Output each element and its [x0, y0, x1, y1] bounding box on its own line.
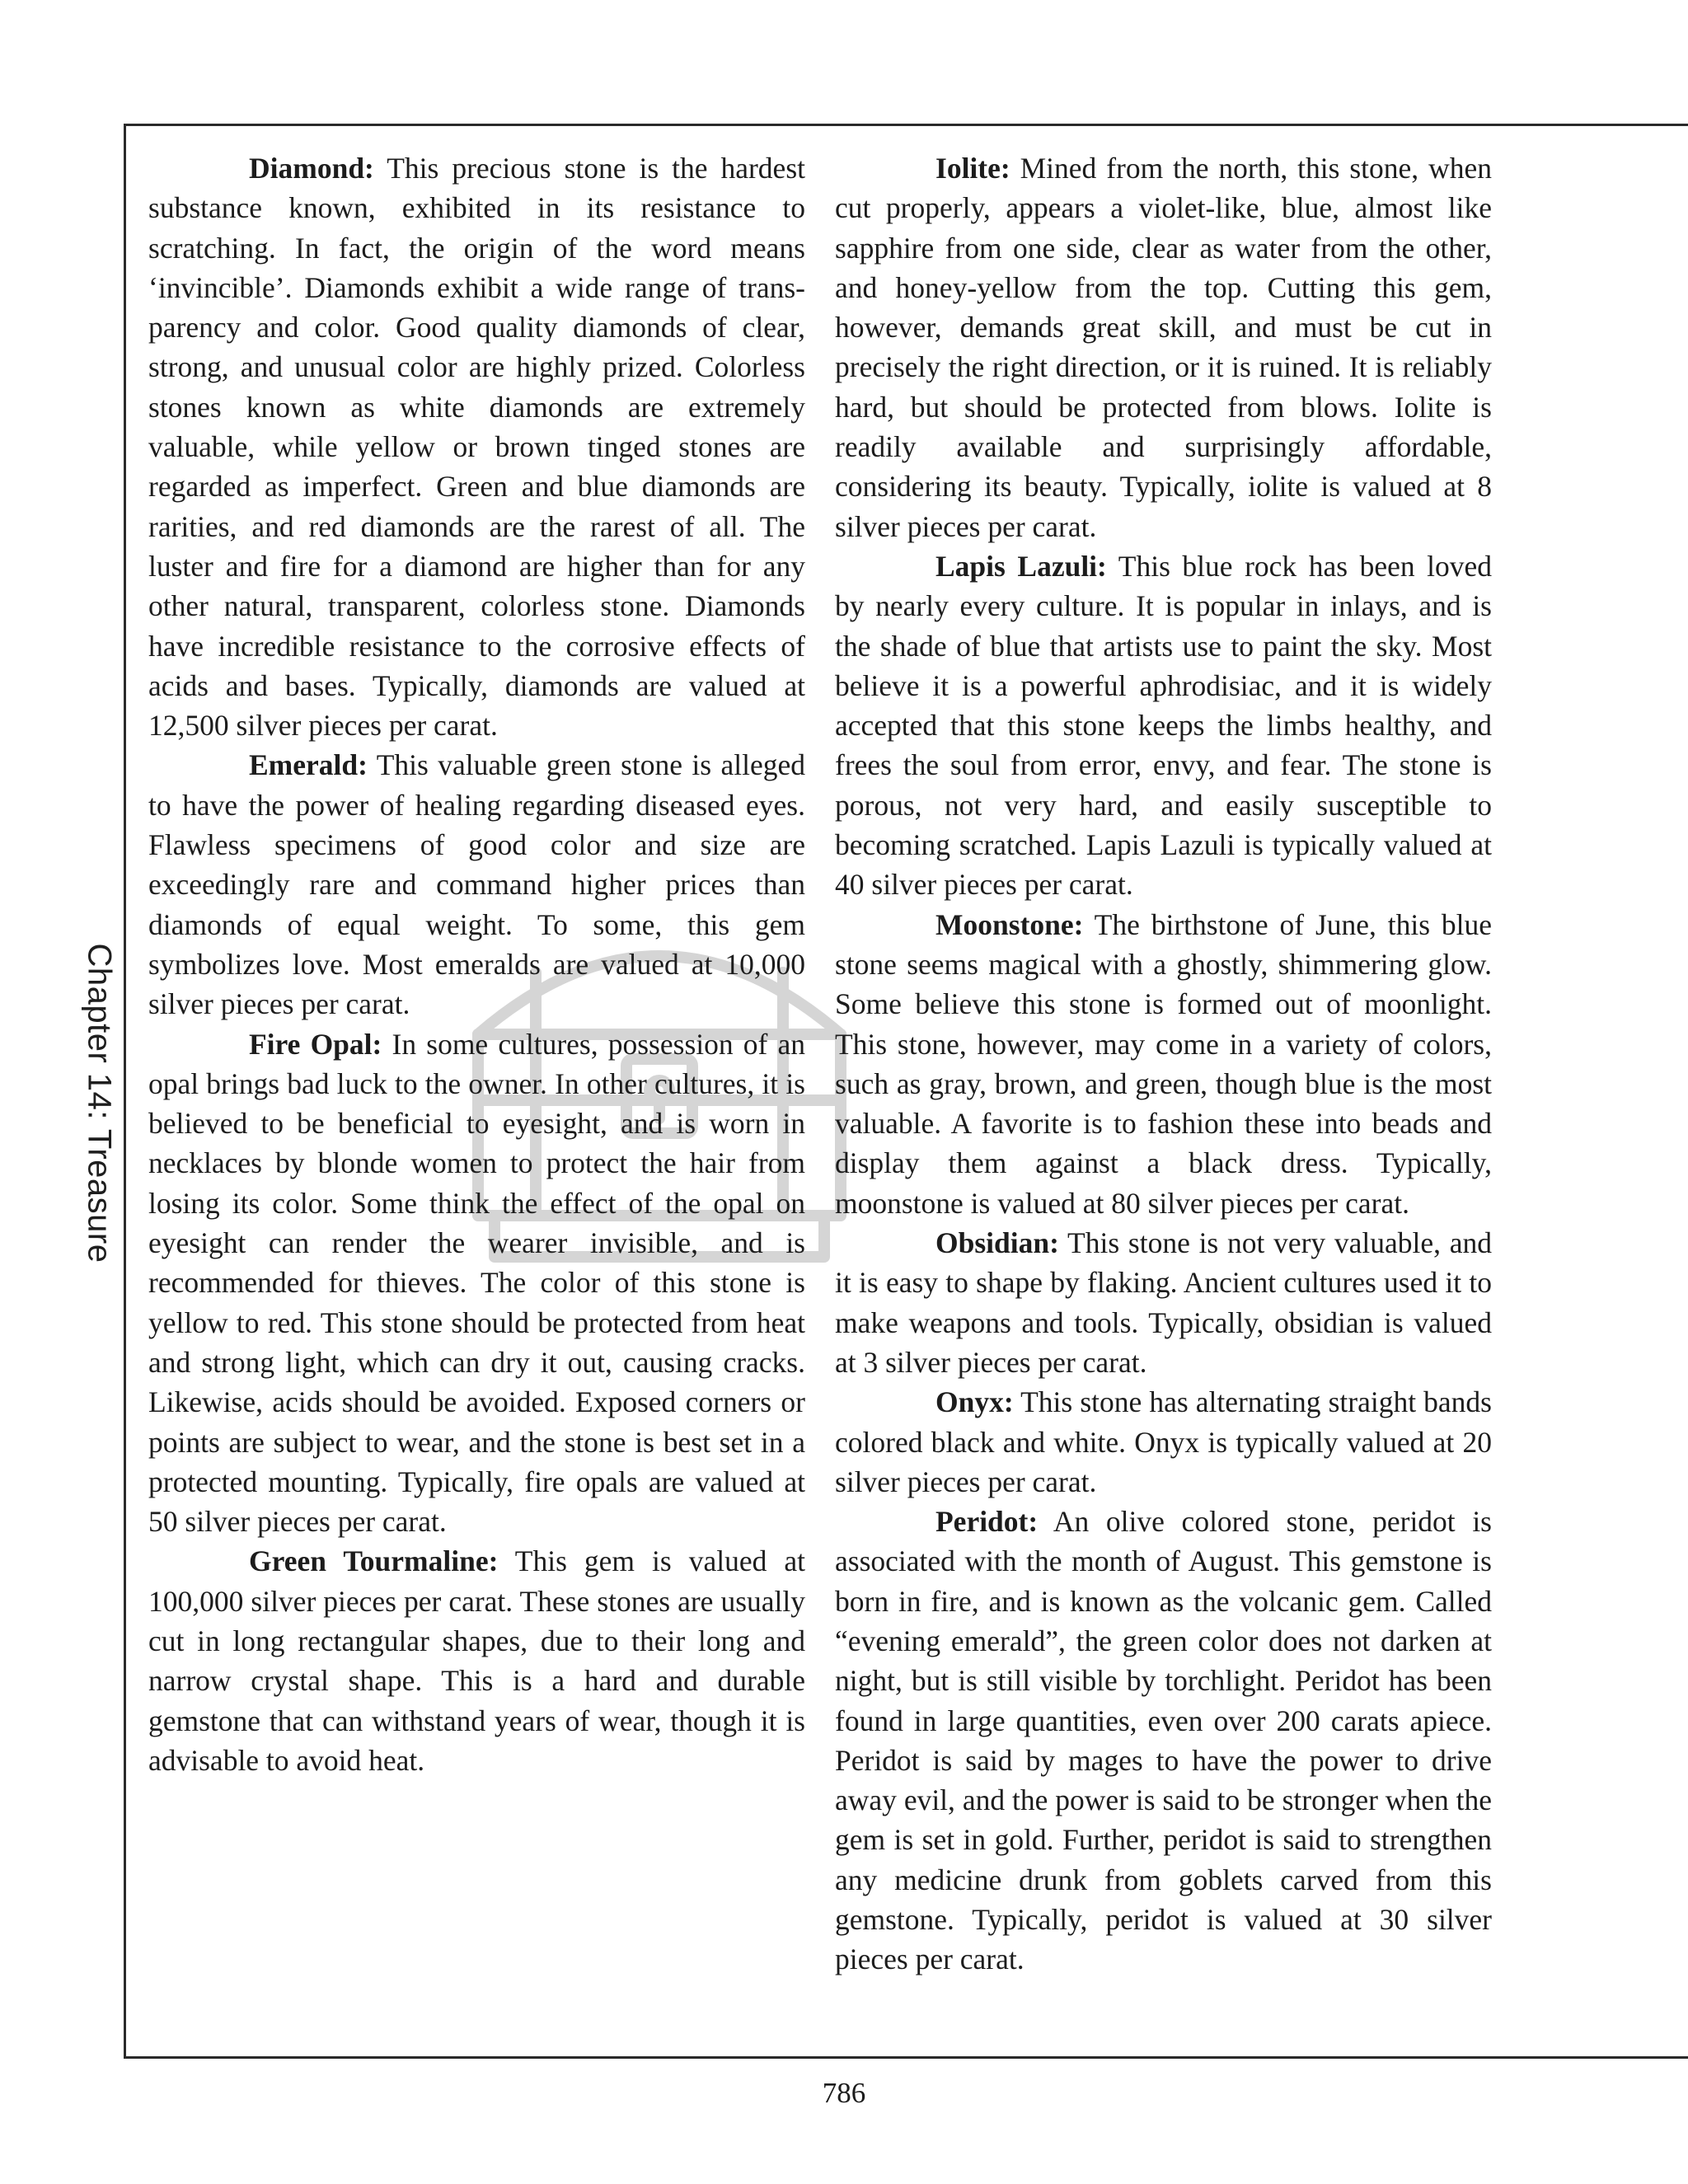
gem-entry-fire-opal [148, 1024, 805, 1542]
gem-description: This stone is not very valuable, and it is easy to shape by flaking. Ancient cultures used it to make weapons and tools. Typically, obsidian is valued at 3 silver pieces per carat. [835, 1226, 1492, 1379]
gem-description: The birthstone of June, this blue stone seems magical with a ghostly, shimmering glow. Some believe this stone is formed out of moonlight. This stone, however, may come in a variety of colors, such as gray, brown, and green, though blue is the most valuable. A favorite is to fashion these into beads and display them against a black dress. Typically, moonstone is valued at 80 silver pieces per carat. [835, 907, 1492, 1220]
gem-entry-emerald [148, 745, 805, 1024]
gem-description: Mined from the north, this stone, when cut properly, appears a violet-like, blue, almost like sapphire from one side, clear as water from the other, and honey-yellow from the top. Cutting this gem, however, demands great skill, and must be cut in precisely the right direction, or it is ruined. It is reliably hard, but should be protected from blows. Iolite is readily available and surprisingly affordable, considering its beauty. Typically, iolite is valued at 8 silver pieces per carat. [835, 152, 1492, 543]
gem-name: Obsidian: [935, 1226, 1059, 1260]
chapter-tab [81, 930, 117, 1276]
gem-entry-lapis-lazuli [835, 546, 1492, 905]
gem-entry-onyx [835, 1382, 1492, 1502]
gem-name: Peridot: [935, 1505, 1039, 1539]
gem-name: Onyx: [935, 1385, 1014, 1419]
gem-name: Iolite: [935, 152, 1010, 185]
gem-entry-green-tourmaline [148, 1541, 805, 1780]
gem-entry-diamond [148, 148, 805, 745]
left-column [148, 148, 805, 1780]
gem-name: Green Tourmaline: [249, 1544, 499, 1578]
gem-description: This gem is valued at 100,000 silver pieces per carat. These stones are usually cut in long rectangular shapes, due to their long and narrow crystal shape. This is a hard and durable gemstone that can withstand years of wear, though it is advisable to avoid heat. [148, 1544, 805, 1777]
gem-description: This precious stone is the hardest substance known, exhibited in its resistance to scratching. In fact, the origin of the word means ‘invincible’. Diamonds exhibit a wide range of transparency and color. Good quality diamonds of clear, strong, and unusual color are highly prized. Colorless stones known as white diamonds are extremely valuable, while yellow or brown tinged stones are regarded as imperfect. Green and blue diamonds are rarities, and red diamonds are the rarest of all. The luster and fire for a diamond are higher than for any other natural, transparent, colorless stone. Diamonds have incredible resistance to the corrosive effects of acids and bases. Typically, diamonds are valued at 12,500 silver pieces per carat. [148, 152, 805, 743]
gem-name: Emerald: [249, 748, 368, 782]
gem-name: Diamond: [249, 152, 374, 185]
gem-entry-peridot [835, 1502, 1492, 1980]
right-column [835, 148, 1492, 1980]
gem-description: An olive colored stone, peridot is associated with the month of August. This gemstone is born in fire, and is known as the volcanic gem. Called “evening emerald”, the green color does not darken at night, but is still visible by torchlight. Peridot has been found in large quantities, even over 200 carats apiece. Peridot is said by mages to have the power to drive away evil, and the power is said to be stronger when the gem is set in gold. Further, peridot is said to strengthen any medicine drunk from goblets carved from this gemstone. Typically, peridot is valued at 30 silver pieces per carat. [835, 1505, 1492, 1976]
gem-entry-obsidian [835, 1223, 1492, 1382]
gem-name: Fire Opal: [249, 1027, 382, 1061]
gem-description: This blue rock has been loved by nearly every culture. It is popular in inlays, and is the shade of blue that artists use to paint the sky. Most believe it is a powerful aphrodisiac, and it is widely accepted that this stone keeps the limbs healthy, and frees the soul from error, envy, and fear. The stone is porous, not very hard, and easily susceptible to becoming scratched. Lapis Lazuli is typically valued at 40 silver pieces per carat. [835, 549, 1493, 902]
chapter-tab-label: Chapter 14: Treasure [81, 943, 118, 1263]
gem-description: In some cultures, possession of an opal brings bad luck to the owner. In other cultures, it is believed to be beneficial to eyesight, and is worn in necklaces by blonde women to protect the hair from losing its color. Some think the effect of the opal on eyesight can render the wearer invisible, and is recommended for thieves. The color of this stone is yellow to red. This stone should be protected from heat and strong light, which can dry it out, causing cracks. Likewise, acids should be avoided. Exposed corners or points are subject to wear, and the stone is best set in a protected mounting. Typically, fire opals are valued at 50 silver pieces per carat. [148, 1027, 806, 1539]
gem-name: Lapis Lazuli: [935, 549, 1107, 583]
page-number: 786 [822, 2077, 866, 2109]
gem-name: Moonstone: [935, 907, 1084, 941]
gem-entry-moonstone [835, 905, 1492, 1223]
gem-entry-iolite [835, 148, 1492, 546]
gem-description: This stone has alternating straight bands colored black and white. Onyx is typically valued at 20 silver pieces per carat. [835, 1385, 1492, 1498]
gem-description: This valuable green stone is alleged to have the power of healing regarding diseased eyes. Flawless specimens of good color and size are exceedingly rare and command higher prices than diamonds of equal weight. To some, this gem symbolizes love. Most emeralds are valued at 10,000 silver pieces per carat. [148, 748, 805, 1021]
